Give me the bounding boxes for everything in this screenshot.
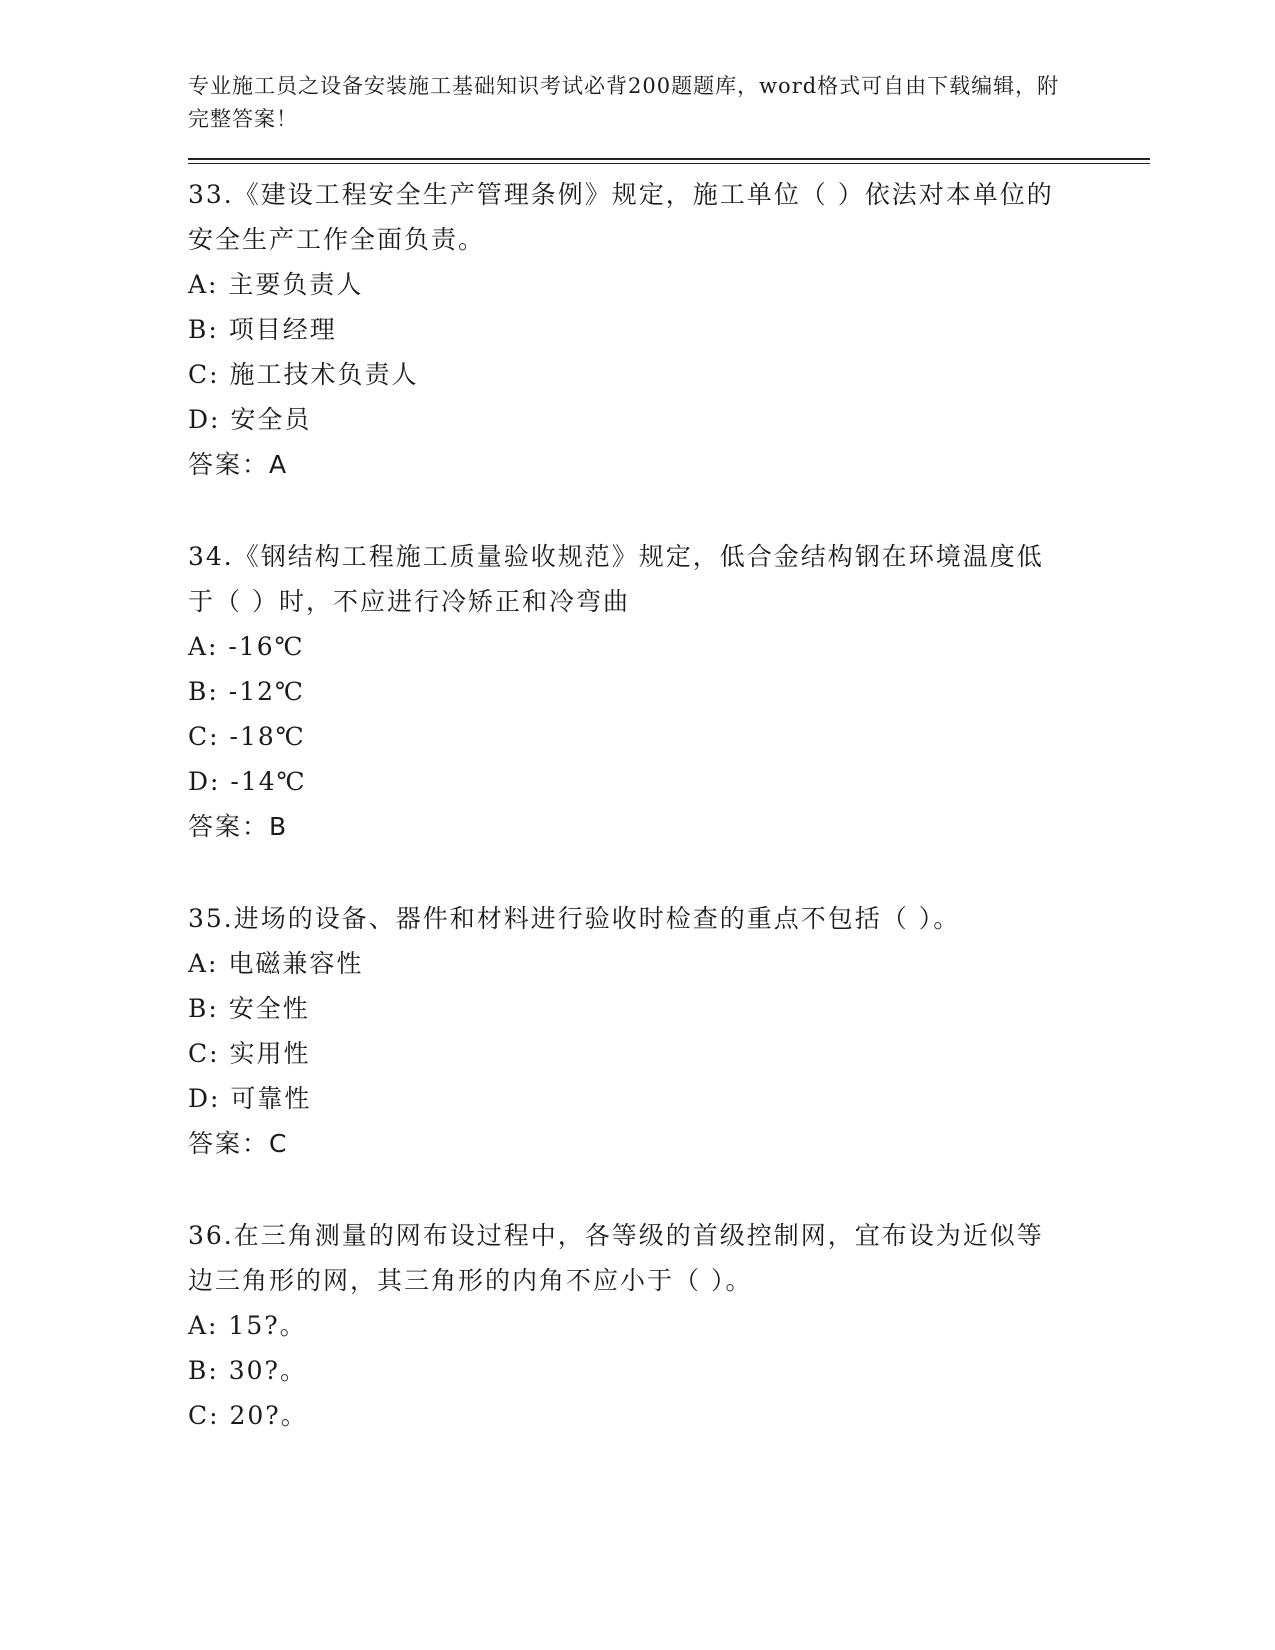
question-stem: 35.进场的设备、器件和材料进行验收时检查的重点不包括（ ）。 bbox=[188, 904, 961, 933]
option-a: A: 电磁兼容性 bbox=[188, 949, 364, 978]
question-gap bbox=[188, 849, 1148, 896]
document-header: 专业施工员之设备安装施工基础知识考试必背200题题库，word格式可自由下载编辑，附完整答案！ bbox=[188, 74, 1060, 131]
question-36 bbox=[188, 1213, 1148, 1438]
answer-line: 答案：B bbox=[188, 812, 289, 841]
option-a: A: 15?。 bbox=[188, 1311, 307, 1340]
question-gap bbox=[188, 1166, 1148, 1213]
option-c: C: 实用性 bbox=[188, 1039, 311, 1068]
answer-line: 答案：A bbox=[188, 450, 289, 479]
option-a: A: 主要负责人 bbox=[188, 270, 364, 299]
question-stem: 33.《建设工程安全生产管理条例》规定，施工单位（ ）依法对本单位的安全生产工作全面负责。 bbox=[188, 180, 1054, 254]
question-stem: 36.在三角测量的网布设过程中，各等级的首级控制网，宜布设为近似等边三角形的网，其三角形的内角不应小于（ ）。 bbox=[188, 1221, 1044, 1295]
question-33 bbox=[188, 172, 1148, 487]
option-c: C: 20?。 bbox=[188, 1401, 308, 1430]
question-34 bbox=[188, 534, 1148, 849]
question-stem: 34.《钢结构工程施工质量验收规范》规定，低合金结构钢在环境温度低于（ ）时，不应进行冷矫正和冷弯曲 bbox=[188, 542, 1044, 616]
question-35 bbox=[188, 896, 1148, 1166]
document-page bbox=[188, 70, 1148, 1438]
option-b: B: 30?。 bbox=[188, 1356, 307, 1385]
option-c: C: -18℃ bbox=[188, 722, 306, 751]
answer-line: 答案：C bbox=[188, 1129, 289, 1158]
option-b: B: -12℃ bbox=[188, 677, 305, 706]
option-a: A: -16℃ bbox=[188, 632, 305, 661]
option-d: D: -14℃ bbox=[188, 767, 307, 796]
question-gap bbox=[188, 487, 1148, 534]
option-d: D: 可靠性 bbox=[188, 1084, 312, 1113]
header-divider bbox=[188, 158, 1150, 164]
option-c: C: 施工技术负责人 bbox=[188, 360, 419, 389]
option-d: D: 安全员 bbox=[188, 405, 312, 434]
option-b: B: 项目经理 bbox=[188, 315, 337, 344]
option-b: B: 安全性 bbox=[188, 994, 310, 1023]
